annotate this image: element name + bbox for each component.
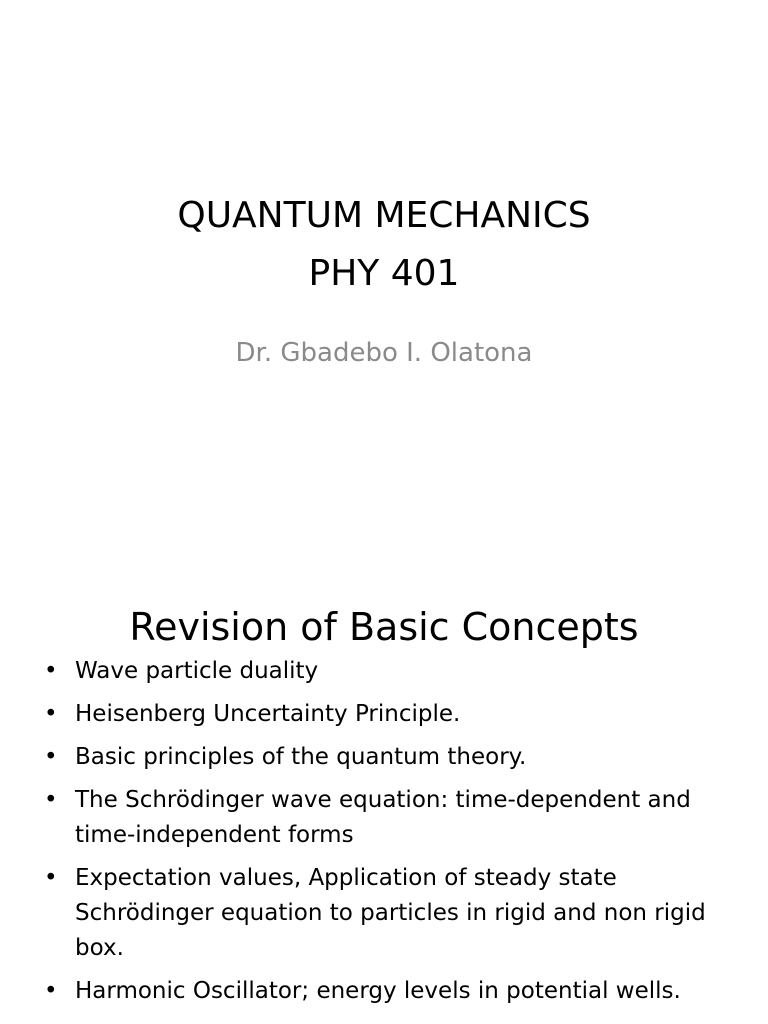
bullet-icon: •: [44, 701, 58, 727]
bullet-icon: •: [44, 865, 58, 891]
bullet-text: Basic principles of the quantum theory.: [75, 744, 527, 770]
bullet-list: [44, 654, 734, 1017]
bullet-text: Heisenberg Uncertainty Principle.: [75, 701, 461, 727]
author-subtitle: Dr. Gbadebo I. Olatona: [235, 338, 533, 368]
list-item: [44, 697, 734, 732]
list-item: [44, 974, 734, 1009]
bullet-text: Expectation values, Application of steady state Schrödinger equation to particles in rigid and non rigid box.: [75, 865, 706, 961]
bullet-text: Harmonic Oscillator; energy levels in potential wells.: [75, 978, 681, 1004]
bullet-icon: •: [44, 658, 58, 684]
course-code: PHY 401: [308, 253, 460, 294]
content-slide: [0, 576, 768, 1024]
bullet-icon: •: [44, 787, 58, 813]
bullet-icon: •: [44, 744, 58, 770]
list-item: [44, 861, 734, 966]
bullet-icon: •: [44, 978, 58, 1004]
list-item: [44, 740, 734, 775]
bullet-text: Wave particle duality: [75, 658, 319, 684]
course-title: QUANTUM MECHANICS: [177, 195, 591, 236]
slide-title: [0, 187, 768, 303]
list-item: [44, 654, 734, 689]
slide-heading: Revision of Basic Concepts: [129, 605, 639, 649]
bullet-text: The Schrödinger wave equation: time-dependent and time-independent forms: [75, 787, 691, 848]
list-item: [44, 783, 734, 853]
